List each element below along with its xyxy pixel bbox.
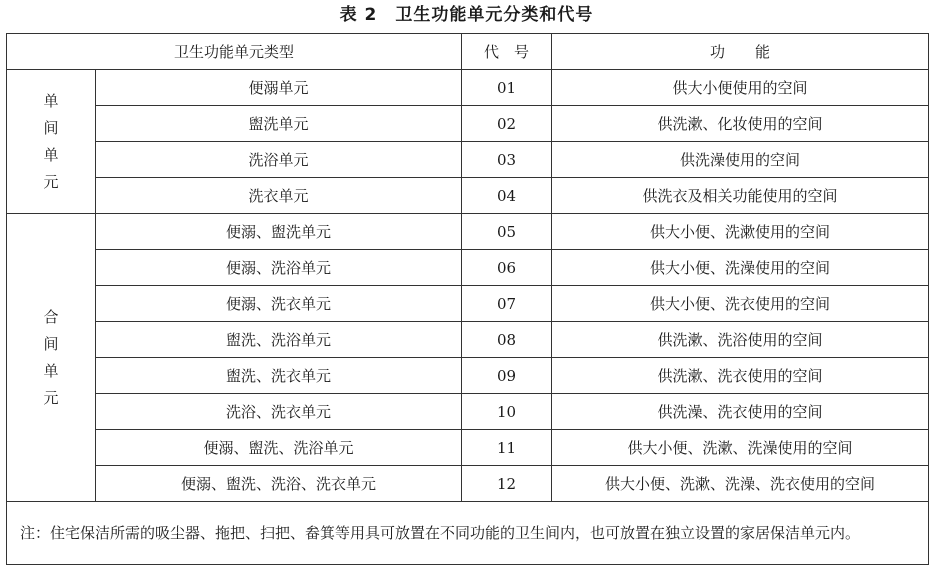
header-code: 代 号 xyxy=(462,34,552,70)
unit-function: 供大小便、洗澡使用的空间 xyxy=(552,250,929,286)
unit-function: 供洗漱、化妆使用的空间 xyxy=(552,106,929,142)
unit-code: 10 xyxy=(462,394,552,430)
unit-function: 供大小便、洗衣使用的空间 xyxy=(552,286,929,322)
unit-function: 供大小便使用的空间 xyxy=(552,70,929,106)
unit-code: 12 xyxy=(462,466,552,502)
unit-type: 便溺、洗浴单元 xyxy=(96,250,462,286)
header-row xyxy=(7,34,929,70)
group-label-combined: 合间单元 xyxy=(7,214,96,502)
table-row xyxy=(7,286,929,322)
table-row xyxy=(7,430,929,466)
unit-function: 供洗漱、洗浴使用的空间 xyxy=(552,322,929,358)
unit-code: 03 xyxy=(462,142,552,178)
unit-function: 供大小便、洗漱、洗澡、洗衣使用的空间 xyxy=(552,466,929,502)
header-type: 卫生功能单元类型 xyxy=(7,34,462,70)
unit-type: 便溺单元 xyxy=(96,70,462,106)
unit-type: 盥洗单元 xyxy=(96,106,462,142)
unit-function: 供洗衣及相关功能使用的空间 xyxy=(552,178,929,214)
table-row xyxy=(7,178,929,214)
unit-type: 盥洗、洗衣单元 xyxy=(96,358,462,394)
table-row xyxy=(7,142,929,178)
unit-type: 盥洗、洗浴单元 xyxy=(96,322,462,358)
unit-function: 供洗澡使用的空间 xyxy=(552,142,929,178)
unit-code: 11 xyxy=(462,430,552,466)
unit-code: 01 xyxy=(462,70,552,106)
unit-code: 05 xyxy=(462,214,552,250)
table-note xyxy=(7,502,929,565)
table-row xyxy=(7,214,929,250)
table-row xyxy=(7,358,929,394)
unit-code: 04 xyxy=(462,178,552,214)
header-function: 功 能 xyxy=(552,34,929,70)
unit-type: 便溺、盥洗、洗浴单元 xyxy=(96,430,462,466)
table-row xyxy=(7,394,929,430)
unit-code: 06 xyxy=(462,250,552,286)
table-row xyxy=(7,70,929,106)
unit-type: 便溺、洗衣单元 xyxy=(96,286,462,322)
table-row xyxy=(7,106,929,142)
unit-code: 07 xyxy=(462,286,552,322)
note-text: 注：住宅保洁所需的吸尘器、拖把、扫把、畚箕等用具可放置在不同功能的卫生间内，也可放置在独立设置的家居保洁单元内。 xyxy=(20,524,861,542)
note-row xyxy=(7,502,929,565)
unit-type: 便溺、盥洗、洗浴、洗衣单元 xyxy=(96,466,462,502)
unit-function: 供大小便、洗漱使用的空间 xyxy=(552,214,929,250)
unit-code: 02 xyxy=(462,106,552,142)
unit-type: 洗浴、洗衣单元 xyxy=(96,394,462,430)
table-row xyxy=(7,250,929,286)
classification-table xyxy=(6,33,929,565)
unit-type: 便溺、盥洗单元 xyxy=(96,214,462,250)
unit-code: 09 xyxy=(462,358,552,394)
unit-function: 供洗漱、洗衣使用的空间 xyxy=(552,358,929,394)
unit-code: 08 xyxy=(462,322,552,358)
unit-type: 洗浴单元 xyxy=(96,142,462,178)
table-title: 表 2 卫生功能单元分类和代号 xyxy=(339,5,594,25)
unit-type: 洗衣单元 xyxy=(96,178,462,214)
group-label-single: 单间单元 xyxy=(7,70,96,214)
unit-function: 供洗澡、洗衣使用的空间 xyxy=(552,394,929,430)
unit-function: 供大小便、洗漱、洗澡使用的空间 xyxy=(552,430,929,466)
table-row xyxy=(7,322,929,358)
table-row xyxy=(7,466,929,502)
